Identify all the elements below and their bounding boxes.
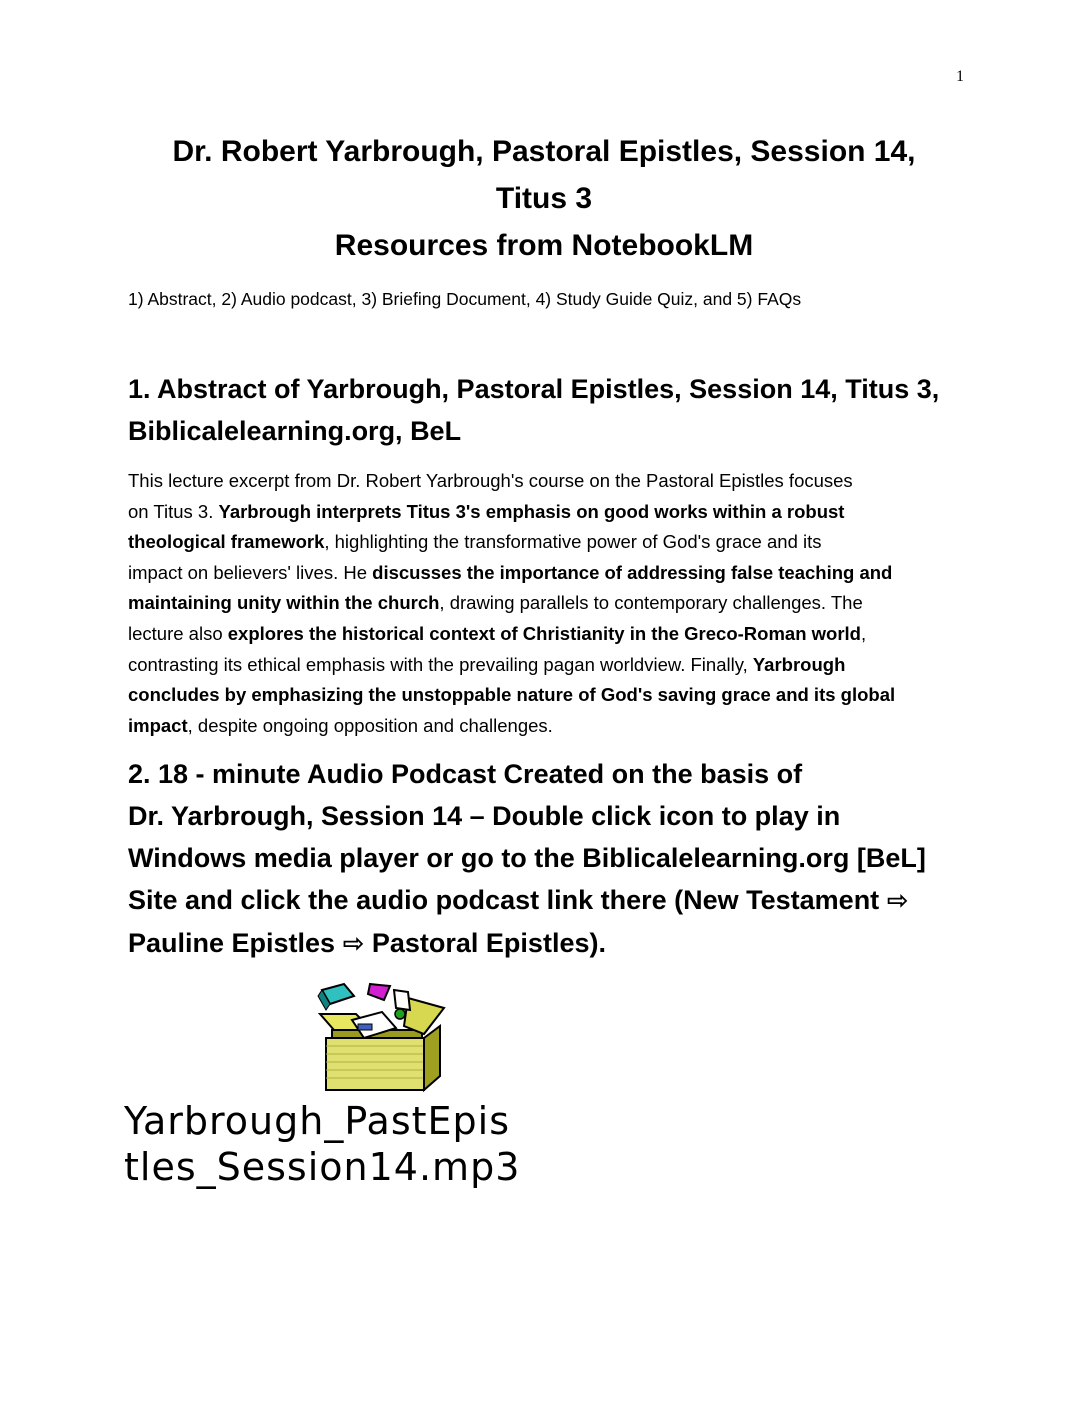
abstract-text-run: , despite ongoing opposition and challenges. — [187, 714, 553, 736]
abstract-paragraph — [128, 466, 968, 741]
abstract-line — [128, 680, 968, 711]
abstract-bold-run: concludes by emphasizing the unstoppable nature of God's saving grace and its global — [128, 684, 896, 706]
abstract-bold-run: theological framework — [128, 531, 325, 553]
attachment-filename-line-1: Yarbrough_PastEpis — [124, 1099, 511, 1143]
abstract-bold-run: discusses the importance of addressing false teaching and — [372, 561, 893, 583]
title-line-1: Dr. Robert Yarbrough, Pastoral Epistles, Session 14, — [172, 135, 916, 168]
right-arrow-icon: ⇨ — [342, 929, 365, 959]
abstract-text-run: lecture also — [128, 622, 228, 644]
abstract-line — [128, 527, 968, 558]
podcast-heading — [128, 753, 968, 965]
right-arrow-icon: ⇨ — [886, 886, 909, 916]
podcast-heading-line-2: Dr. Yarbrough, Session 14 – Double click icon to play in — [128, 801, 841, 831]
podcast-heading-line-5 — [128, 922, 968, 965]
abstract-text-run: , highlighting the transformative power of God's grace and its — [324, 531, 822, 553]
podcast-heading-line-3: Windows media player or go to the Biblicalelearning.org [BeL] — [128, 843, 926, 873]
podcast-heading-line-5-part-2: Pastoral Epistles). — [364, 928, 606, 958]
abstract-bold-run: maintaining unity within the church — [128, 592, 440, 614]
abstract-heading — [128, 368, 968, 452]
abstract-text-run: , drawing parallels to contemporary challenges. The — [439, 592, 863, 614]
abstract-heading-line-1: 1. Abstract of Yarbrough, Pastoral Epistles, Session 14, Titus 3, — [128, 374, 940, 404]
attachment-filename-line-2: tles_Session14.mp3 — [124, 1145, 521, 1189]
abstract-line — [128, 497, 968, 528]
abstract-heading-line-2: Biblicalelearning.org, BeL — [128, 416, 462, 446]
abstract-line — [128, 650, 968, 681]
abstract-bold-run: Yarbrough — [752, 653, 846, 675]
abstract-bold-run: Yarbrough interprets Titus 3's emphasis on good works within a robust — [218, 500, 845, 522]
abstract-text-run: , — [860, 622, 867, 644]
abstract-line — [128, 558, 968, 589]
abstract-line — [128, 466, 968, 497]
title-line-3: Resources from NotebookLM — [334, 229, 754, 262]
contents-line: 1) Abstract, 2) Audio podcast, 3) Briefing Document, 4) Study Guide Quiz, and 5) FAQs — [128, 289, 802, 309]
abstract-text-run: This lecture excerpt from Dr. Robert Yarbrough's course on the Pastoral Epistles focuses — [128, 470, 853, 491]
abstract-line — [128, 711, 968, 742]
abstract-text-run: impact on believers' lives. He — [128, 561, 373, 583]
podcast-heading-line-1: 2. 18 - minute Audio Podcast Created on the basis of — [128, 759, 803, 789]
page-number: 1 — [956, 68, 964, 85]
abstract-line — [128, 588, 968, 619]
abstract-bold-run: impact — [128, 714, 188, 736]
document-title — [100, 128, 988, 269]
abstract-text-run: contrasting its ethical emphasis with the prevailing pagan worldview. Finally, — [128, 653, 753, 675]
podcast-heading-line-4 — [128, 879, 968, 922]
podcast-heading-line-4-text: Site and click the audio podcast link there (New Testament — [128, 885, 887, 915]
abstract-line — [128, 619, 968, 650]
podcast-heading-line-5-part-1: Pauline Epistles — [128, 928, 343, 958]
package-icon[interactable] — [312, 980, 452, 1092]
attachment-filename[interactable] — [124, 1098, 724, 1190]
abstract-bold-run: explores the historical context of Christianity in the Greco-Roman world — [227, 622, 861, 644]
title-line-2: Titus 3 — [495, 182, 593, 215]
abstract-text-run: on Titus 3. — [128, 500, 219, 522]
